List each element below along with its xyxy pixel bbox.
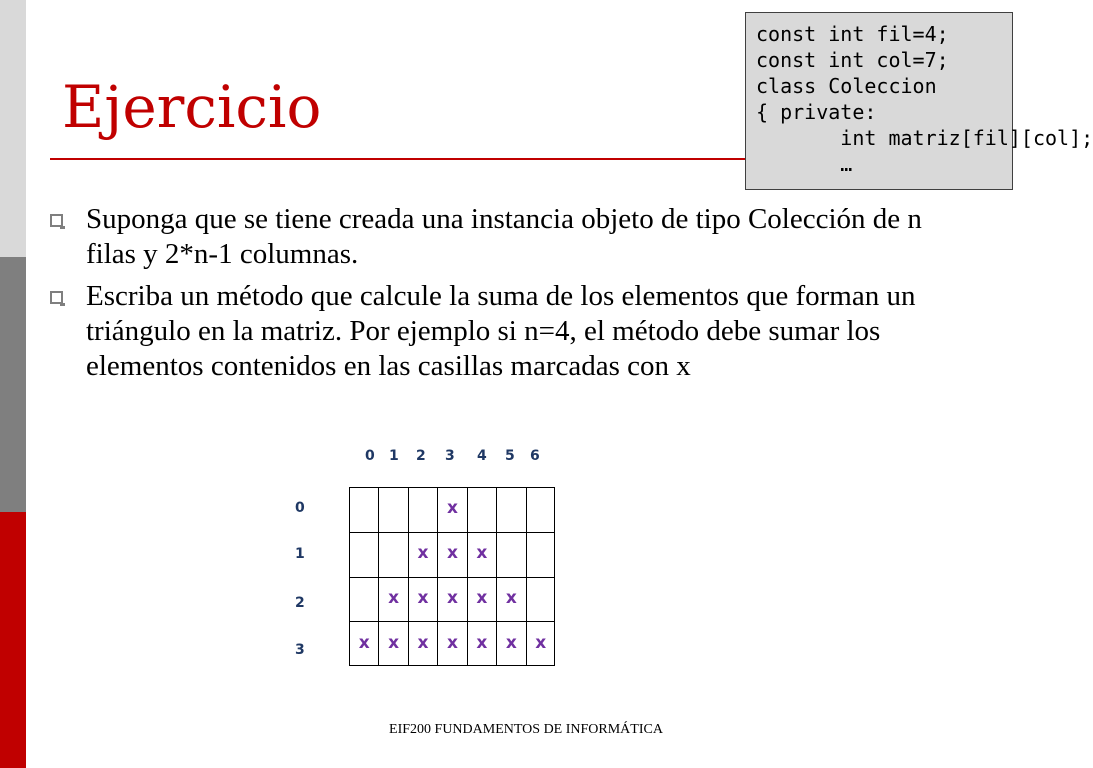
matrix-cell — [409, 533, 438, 578]
cell-mark: x — [417, 543, 429, 564]
cell-mark: x — [446, 587, 458, 608]
cell-mark: x — [417, 632, 429, 653]
matrix-cell — [527, 488, 556, 533]
matrix-cell — [527, 578, 556, 623]
cell-mark: x — [535, 632, 547, 653]
column-label: 3 — [445, 448, 455, 464]
cell-mark: x — [476, 587, 488, 608]
matrix-column-labels — [0, 448, 1024, 472]
footer-label: EIF200 FUNDAMENTOS DE INFORMÁTICA — [389, 722, 663, 737]
square-bullet-icon — [50, 214, 63, 227]
cell-mark: x — [446, 543, 458, 564]
bullet-text: Escriba un método que calcule la suma de los elementos que forman un triángulo en la matriz. Por ejemplo si n=4, el método debe sumar los elementos contenidos en las casillas marcadas con x — [86, 280, 916, 382]
matrix-cell — [409, 488, 438, 533]
matrix-cell — [409, 622, 438, 667]
matrix-cell — [409, 578, 438, 623]
matrix-cell — [350, 622, 379, 667]
code-line: class Coleccion — [756, 74, 937, 98]
cell-mark: x — [417, 587, 429, 608]
row-label: 1 — [295, 546, 305, 562]
matrix-cell — [379, 622, 408, 667]
matrix-cell — [438, 488, 467, 533]
matrix-cell — [468, 578, 497, 623]
cell-mark: x — [446, 498, 458, 519]
square-bullet-icon — [50, 291, 63, 304]
row-label: 0 — [295, 500, 305, 516]
column-label: 2 — [416, 448, 426, 464]
slide-title: Ejercicio — [62, 73, 322, 141]
cell-mark: x — [388, 587, 400, 608]
matrix-cell — [438, 533, 467, 578]
cell-mark: x — [388, 632, 400, 653]
matrix-cell — [497, 622, 526, 667]
column-label: 6 — [530, 448, 540, 464]
cell-mark: x — [505, 632, 517, 653]
matrix-cell — [350, 488, 379, 533]
bullet-list — [50, 202, 950, 391]
matrix-cell — [468, 533, 497, 578]
code-line: … — [756, 152, 853, 176]
row-label: 3 — [295, 642, 305, 658]
matrix-cell — [438, 622, 467, 667]
matrix-cell — [379, 578, 408, 623]
cell-mark: x — [476, 543, 488, 564]
footer-text — [0, 722, 1024, 738]
cell-mark: x — [446, 632, 458, 653]
matrix-grid — [349, 487, 555, 666]
accent-segment-gray — [0, 257, 26, 512]
column-label: 4 — [477, 448, 487, 464]
matrix-cell — [379, 488, 408, 533]
cell-mark: x — [505, 587, 517, 608]
row-label: 2 — [295, 595, 305, 611]
matrix-cell — [497, 488, 526, 533]
matrix-cell — [527, 622, 556, 667]
column-label: 5 — [505, 448, 515, 464]
left-accent-bar — [0, 0, 26, 768]
accent-segment-light — [0, 0, 26, 257]
matrix-cell — [350, 578, 379, 623]
column-label: 1 — [389, 448, 399, 464]
code-line: const int fil=4; — [756, 22, 949, 46]
code-line: int matriz[fil][col]; — [756, 126, 1093, 150]
code-line: { private: — [756, 100, 877, 124]
matrix-cell — [468, 622, 497, 667]
matrix-cell — [527, 533, 556, 578]
cell-mark: x — [358, 632, 370, 653]
column-label: 0 — [365, 448, 375, 464]
bullet-item — [50, 279, 950, 384]
matrix-cell — [468, 488, 497, 533]
code-line: const int col=7; — [756, 48, 949, 72]
title-underline — [50, 158, 750, 160]
matrix-cell — [497, 578, 526, 623]
matrix-cell — [350, 533, 379, 578]
cell-mark: x — [476, 632, 488, 653]
code-snippet-box — [745, 12, 1093, 190]
matrix-cell — [438, 578, 467, 623]
matrix-cell — [497, 533, 526, 578]
bullet-item — [50, 202, 950, 272]
bullet-text: Suponga que se tiene creada una instancia objeto de tipo Colección de n filas y 2*n-1 columnas. — [86, 203, 922, 270]
matrix-cell — [379, 533, 408, 578]
